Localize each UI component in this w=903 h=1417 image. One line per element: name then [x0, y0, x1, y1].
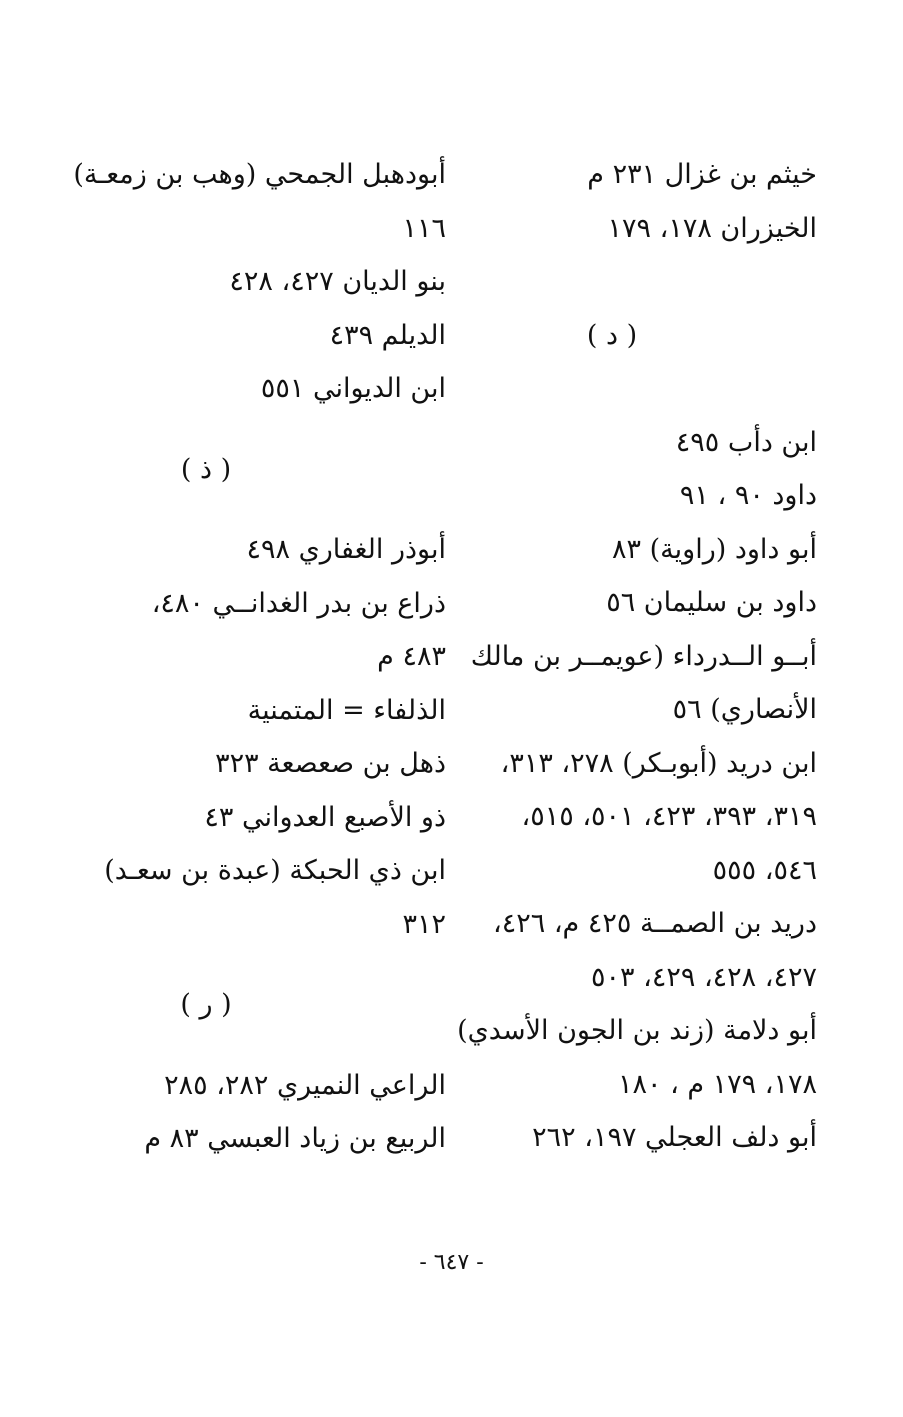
index-entry-continuation: ٣١٢: [402, 908, 446, 940]
index-entry-continuation: ٣١٩، ٣٩٣، ٤٢٣، ٥٠١، ٥١٥،: [521, 801, 817, 832]
index-entry: ابن دريد (أبوبـكر) ٢٧٨، ٣١٣،: [500, 747, 817, 779]
index-entry: داود ٩٠ ، ٩١: [679, 480, 817, 511]
index-entry: داود بن سليمان ٥٦: [606, 587, 817, 618]
index-entry: ابن ذي الحبكة (عبدة بن سعـد): [104, 855, 446, 886]
index-entry-continuation: ٥٤٦، ٥٥٥: [712, 854, 817, 886]
index-entry: ذهل بن صعصعة ٣٢٣: [215, 748, 446, 779]
index-entry: بنو الديان ٤٢٧، ٤٢٨: [229, 266, 446, 297]
index-entry-continuation: الأنصاري) ٥٦: [672, 694, 817, 725]
index-entry: خيثم بن غزال ٢٣١ م: [587, 159, 817, 190]
index-entry: الديلم ٤٣٩: [329, 319, 446, 351]
index-entry: الراعي النميري ٢٨٢، ٢٨٥: [164, 1069, 446, 1101]
section-heading-dal: ( د ): [586, 319, 638, 351]
index-entry: أبو دلامة (زند بن الجون الأسدي): [457, 1015, 817, 1046]
section-heading-dhal: ( ذ ): [180, 453, 232, 485]
section-heading-ra: ( ر ): [180, 989, 232, 1020]
index-entry-continuation: ١٧٨، ١٧٩ م ، ١٨٠: [617, 1068, 817, 1100]
index-entry: الذلفاء = المتمنية: [247, 694, 446, 726]
index-entry: الربيع بن زياد العبسي ٨٣ م: [144, 1123, 446, 1154]
index-entry-continuation: ٤٨٣ م: [377, 641, 446, 672]
index-entry: أبــو الــدرداء (عويمــر بن مالك: [470, 640, 817, 672]
index-column-right: [457, 148, 817, 1165]
index-entry-continuation: ١١٦: [402, 212, 446, 244]
index-entry-continuation: ٤٢٧، ٤٢٨، ٤٢٩، ٥٠٣: [591, 961, 817, 993]
index-column-left: [73, 148, 446, 1166]
index-entry: أبو دلف العجلي ١٩٧، ٢٦٢: [532, 1122, 817, 1153]
index-entry: أبوذر الغفاري ٤٩٨: [246, 534, 446, 565]
index-entry: ابن دأب ٤٩٥: [675, 426, 817, 458]
index-entry: الخيزران ١٧٨، ١٧٩: [607, 212, 817, 244]
index-entry: ابن الديواني ٥٥١: [260, 373, 446, 404]
index-entry: ذراع بن بدر الغدانــي ٤٨٠،: [151, 587, 446, 619]
index-entry: أبودهبل الجمحي (وهب بن زمعـة): [73, 159, 446, 190]
page-number: - ٦٤٧ -: [419, 1250, 484, 1275]
index-entry: دريد بن الصمــة ٤٢٥ م، ٤٢٦،: [493, 908, 817, 939]
index-entry: ذو الأصبع العدواني ٤٣: [204, 801, 446, 833]
index-entry: أبو داود (راوية) ٨٣: [612, 533, 817, 565]
